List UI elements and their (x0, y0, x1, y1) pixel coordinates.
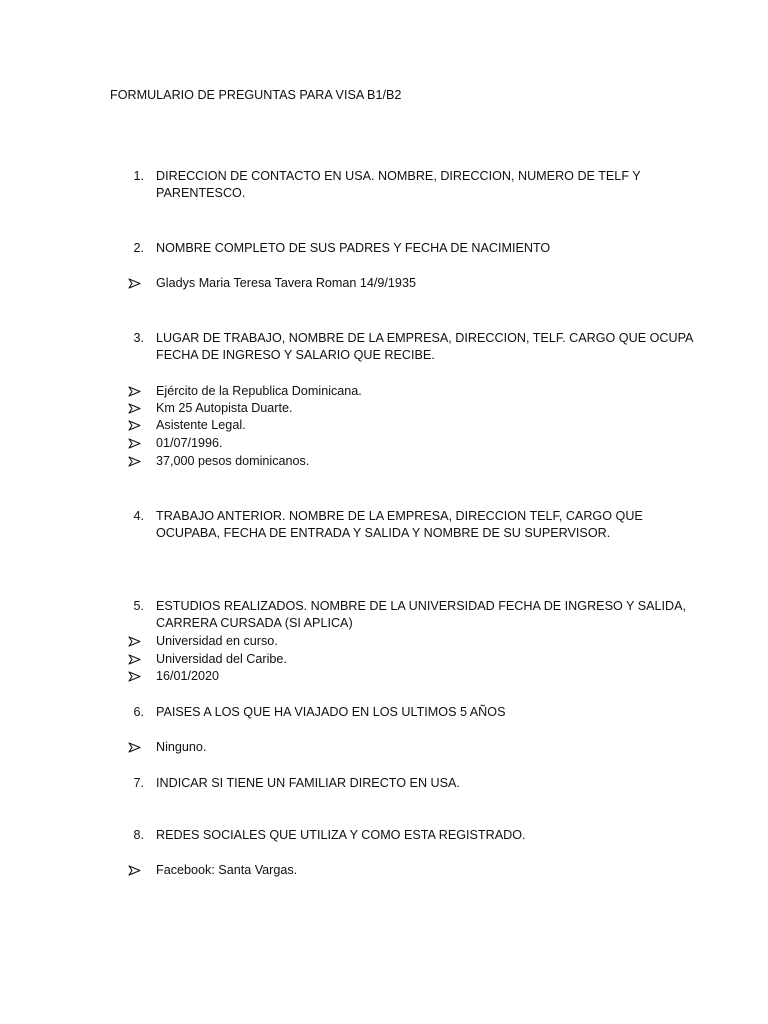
question-text: DIRECCION DE CONTACTO EN USA. NOMBRE, DIRECCION, NUMERO DE TELF Y (156, 169, 641, 183)
question-number: 1. (133, 169, 144, 183)
question-text: ESTUDIOS REALIZADOS. NOMBRE DE LA UNIVERSIDAD FECHA DE INGRESO Y SALIDA, (156, 599, 687, 613)
question-text: FECHA DE INGRESO Y SALARIO QUE RECIBE. (156, 348, 435, 362)
arrow-bullet-icon (128, 453, 144, 467)
arrow-bullet-icon (128, 739, 144, 753)
answer-item: Km 25 Autopista Duarte. (156, 401, 293, 415)
question-number: 4. (133, 509, 144, 523)
question-text: PARENTESCO. (156, 186, 246, 200)
arrow-bullet-icon (128, 633, 144, 647)
answer-item: Gladys Maria Teresa Tavera Roman 14/9/1935 (156, 276, 416, 290)
arrow-bullet-icon (128, 383, 144, 397)
question-text: CARRERA CURSADA (SI APLICA) (156, 616, 353, 630)
question-text: PAISES A LOS QUE HA VIAJADO EN LOS ULTIMOS 5 AÑOS (156, 705, 506, 719)
answer-item: 01/07/1996. (156, 436, 223, 450)
arrow-bullet-icon (128, 417, 144, 431)
question-number: 8. (133, 828, 144, 842)
answer-item: 37,000 pesos dominicanos. (156, 454, 310, 468)
question-number: 3. (133, 331, 144, 345)
answer-item: Universidad del Caribe. (156, 652, 287, 666)
question-number: 7. (133, 776, 144, 790)
arrow-bullet-icon (128, 862, 144, 876)
answer-item: 16/01/2020 (156, 669, 220, 683)
question-text: INDICAR SI TIENE UN FAMILIAR DIRECTO EN USA. (156, 776, 460, 790)
arrow-bullet-icon (128, 400, 144, 414)
question-text: OCUPABA, FECHA DE ENTRADA Y SALIDA Y NOMBRE DE SU SUPERVISOR. (156, 526, 611, 540)
answer-item: Ejército de la Republica Dominicana. (156, 384, 362, 398)
question-text: REDES SOCIALES QUE UTILIZA Y COMO ESTA REGISTRADO. (156, 828, 526, 842)
question-number: 5. (133, 599, 144, 613)
answer-item: Asistente Legal. (156, 418, 246, 432)
arrow-bullet-icon (128, 651, 144, 665)
document-title: FORMULARIO DE PREGUNTAS PARA VISA B1/B2 (110, 88, 402, 102)
answer-item: Ninguno. (156, 740, 207, 754)
question-number: 6. (133, 705, 144, 719)
question-text: NOMBRE COMPLETO DE SUS PADRES Y FECHA DE NACIMIENTO (156, 241, 551, 255)
question-number: 2. (133, 241, 144, 255)
arrow-bullet-icon (128, 275, 144, 289)
answer-item: Facebook: Santa Vargas. (156, 863, 298, 877)
question-text: LUGAR DE TRABAJO, NOMBRE DE LA EMPRESA, DIRECCION, TELF. CARGO QUE OCUPA (156, 331, 694, 345)
arrow-bullet-icon (128, 435, 144, 449)
arrow-bullet-icon (128, 668, 144, 682)
answer-item: Universidad en curso. (156, 634, 278, 648)
question-text: TRABAJO ANTERIOR. NOMBRE DE LA EMPRESA, DIRECCION TELF, CARGO QUE (156, 509, 643, 523)
